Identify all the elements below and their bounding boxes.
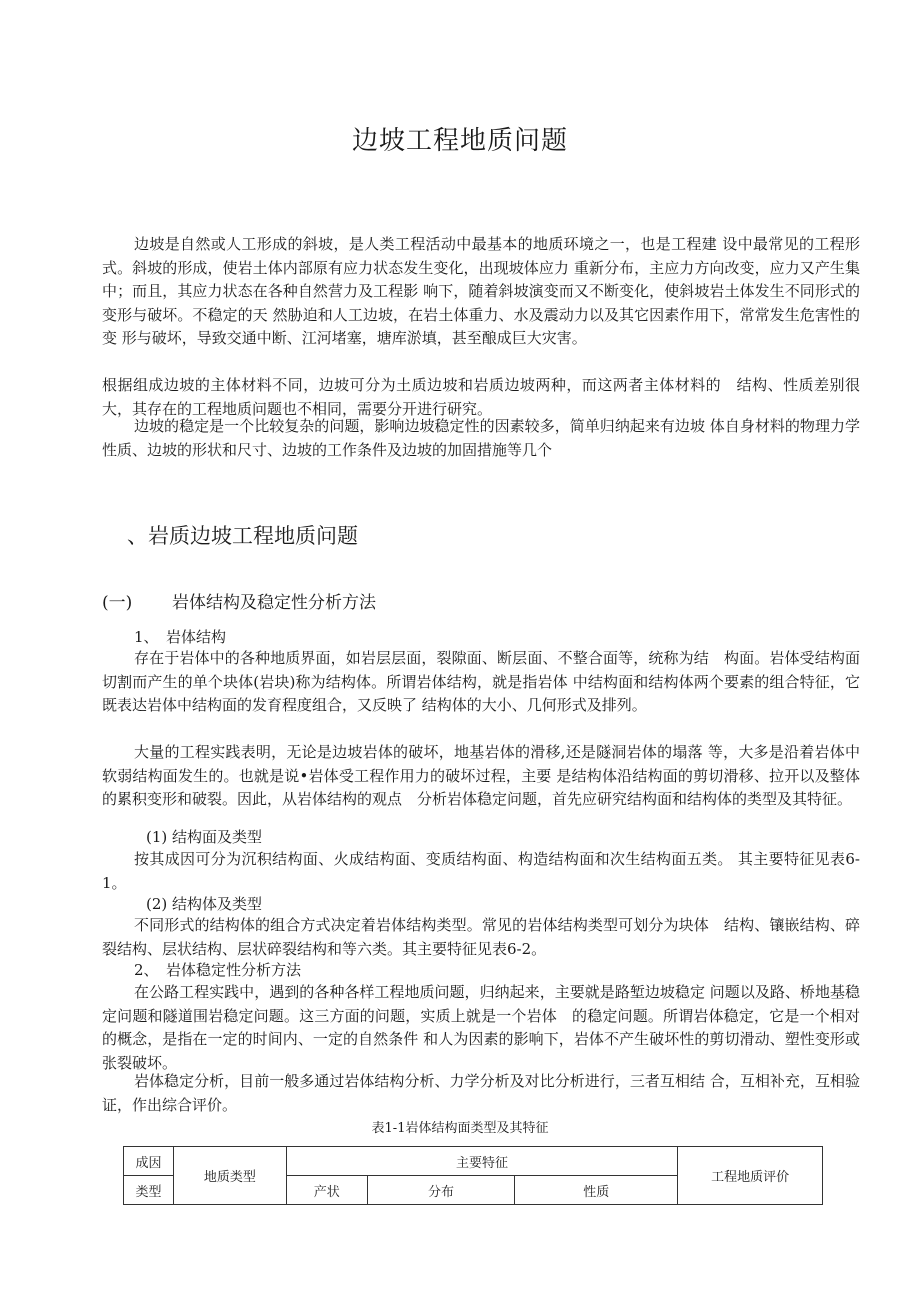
subsection-title: 岩体结构及稳定性分析方法 <box>172 593 376 613</box>
intro-paragraph-3: 边坡的稳定是一个比较复杂的问题，影响边坡稳定性的因素较多，简单归纳起来有边坡 体自身材料的物理力学性质、边坡的形状和尺寸、边坡的工作条件及边坡的加固措施等几个 <box>102 417 860 459</box>
header-geotype: 地质类型 <box>173 1147 286 1205</box>
header-cause-bottom: 类型 <box>124 1176 174 1205</box>
subheader-attitude: 产状 <box>286 1176 367 1205</box>
intro-paragraph-1: 边坡是自然或人工形成的斜坡，是人类工程活动中最基本的地质环境之一，也是工程建 设中最常见的工程形式。斜坡的形成，使岩土体内部原有应力状态发生变化，出现坡体应力 重新分布，主应力方向改变，应力又产生集中；而且，其应力状态在各种自然营力及工程影 响下，随着斜坡演变而又不断变化，使斜坡岩土体发生不同形式的变形与破坏。不稳定的天 然胁迫和人工边坡，在岩土体重力、水及震动力以及其它因素作用下，常常发生危害性的变 形与破坏，导致交通中断、江河堵塞，塘库淤填，甚至酿成巨大灾害。 <box>102 235 860 347</box>
subsection-number: (一) <box>102 593 133 613</box>
item1-paragraph-2: 大量的工程实践表明，无论是边坡岩体的破坏，地基岩体的滑移,还是隧洞岩体的塌落 等，大多是沿着岩体中软弱结构面发生的。也就是说•岩体受工程作用力的破坏过程，主要 是结构体沿结构面的剪切滑移、拉开以及整体的累积变形和破裂。因此，从岩体结构的观点 分析岩体稳定问题，首先应研究结构面和结构体的类型及其特征。 <box>102 743 860 808</box>
header-cause-top: 成因 <box>124 1147 174 1176</box>
item2-paragraph-1: 在公路工程实践中，遇到的各种各样工程地质问题，归纳起来，主要就是路堑边坡稳定 问题以及路、桥地基稳定问题和隧道围岩稳定问题。这三方面的问题，实质上就是一个岩体 的稳定问题。所谓岩体稳定，它是一个相对的概念，是指在一定的时间内、一定的自然条件 和人为因素的影响下，岩体不产生破坏性的剪切滑动、塑性变形或张裂破坏。 <box>102 983 860 1072</box>
item2-paragraph-2: 岩体稳定分析，目前一般多通过岩体结构分析、力学分析及对比分析进行，三者互相结 合，互相补充，互相验证，作出综合评价。 <box>102 1072 860 1114</box>
section-heading: 、岩质边坡工程地质问题 <box>127 524 358 548</box>
intro-paragraph-2: 根据组成边坡的主体材料不同，边坡可分为土质边坡和岩质边坡两种，而这两者主体材料的 结构、性质差别很大，其存在的工程地质问题也不相同，需要分开进行研究。 <box>102 376 860 418</box>
subheader-distribution: 分布 <box>367 1176 515 1205</box>
header-engineering-evaluation: 工程地质评价 <box>678 1147 823 1205</box>
table-header-row <box>124 1147 823 1176</box>
page-title: 边坡工程地质问题 <box>351 126 568 156</box>
item1-paragraph-1: 存在于岩体中的各种地质界面，如岩层层面，裂隙面、断层面、不整合面等，统称为结 构面。岩体受结构面切割而产生的单个块体(岩块)称为结构体。所谓岩体结构，就是指岩体 中结构面和结构体两个要素的组合特征，它既表达岩体中结构面的发育程度组合，又反映了 结构体的大小、几何形式及排列。 <box>102 649 860 714</box>
structure-plane-table <box>123 1146 823 1205</box>
item1-sub2-heading: (2) 结构体及类型 <box>146 895 263 913</box>
header-main-features: 主要特征 <box>286 1147 677 1176</box>
item1-sub1-heading: (1) 结构面及类型 <box>146 828 263 846</box>
table-caption: 表1-1岩体结构面类型及其特征 <box>371 1121 549 1136</box>
subheader-nature: 性质 <box>515 1176 678 1205</box>
item1-sub2-text: 不同形式的结构体的组合方式决定着岩体结构类型。常见的岩体结构类型可划分为块体 结构、镶嵌结构、碎裂结构、层状结构、层状碎裂结构和等六类。其主要特征见表6-2。 <box>102 916 860 958</box>
item1-heading: 1、 岩体结构 <box>134 628 227 646</box>
item2-heading: 2、 岩体稳定性分析方法 <box>134 961 302 979</box>
item1-sub1-text: 按其成因可分为沉积结构面、火成结构面、变质结构面、构造结构面和次生结构面五类。 其主要特征见表6-1。 <box>102 850 860 892</box>
subsection-heading <box>102 588 376 613</box>
